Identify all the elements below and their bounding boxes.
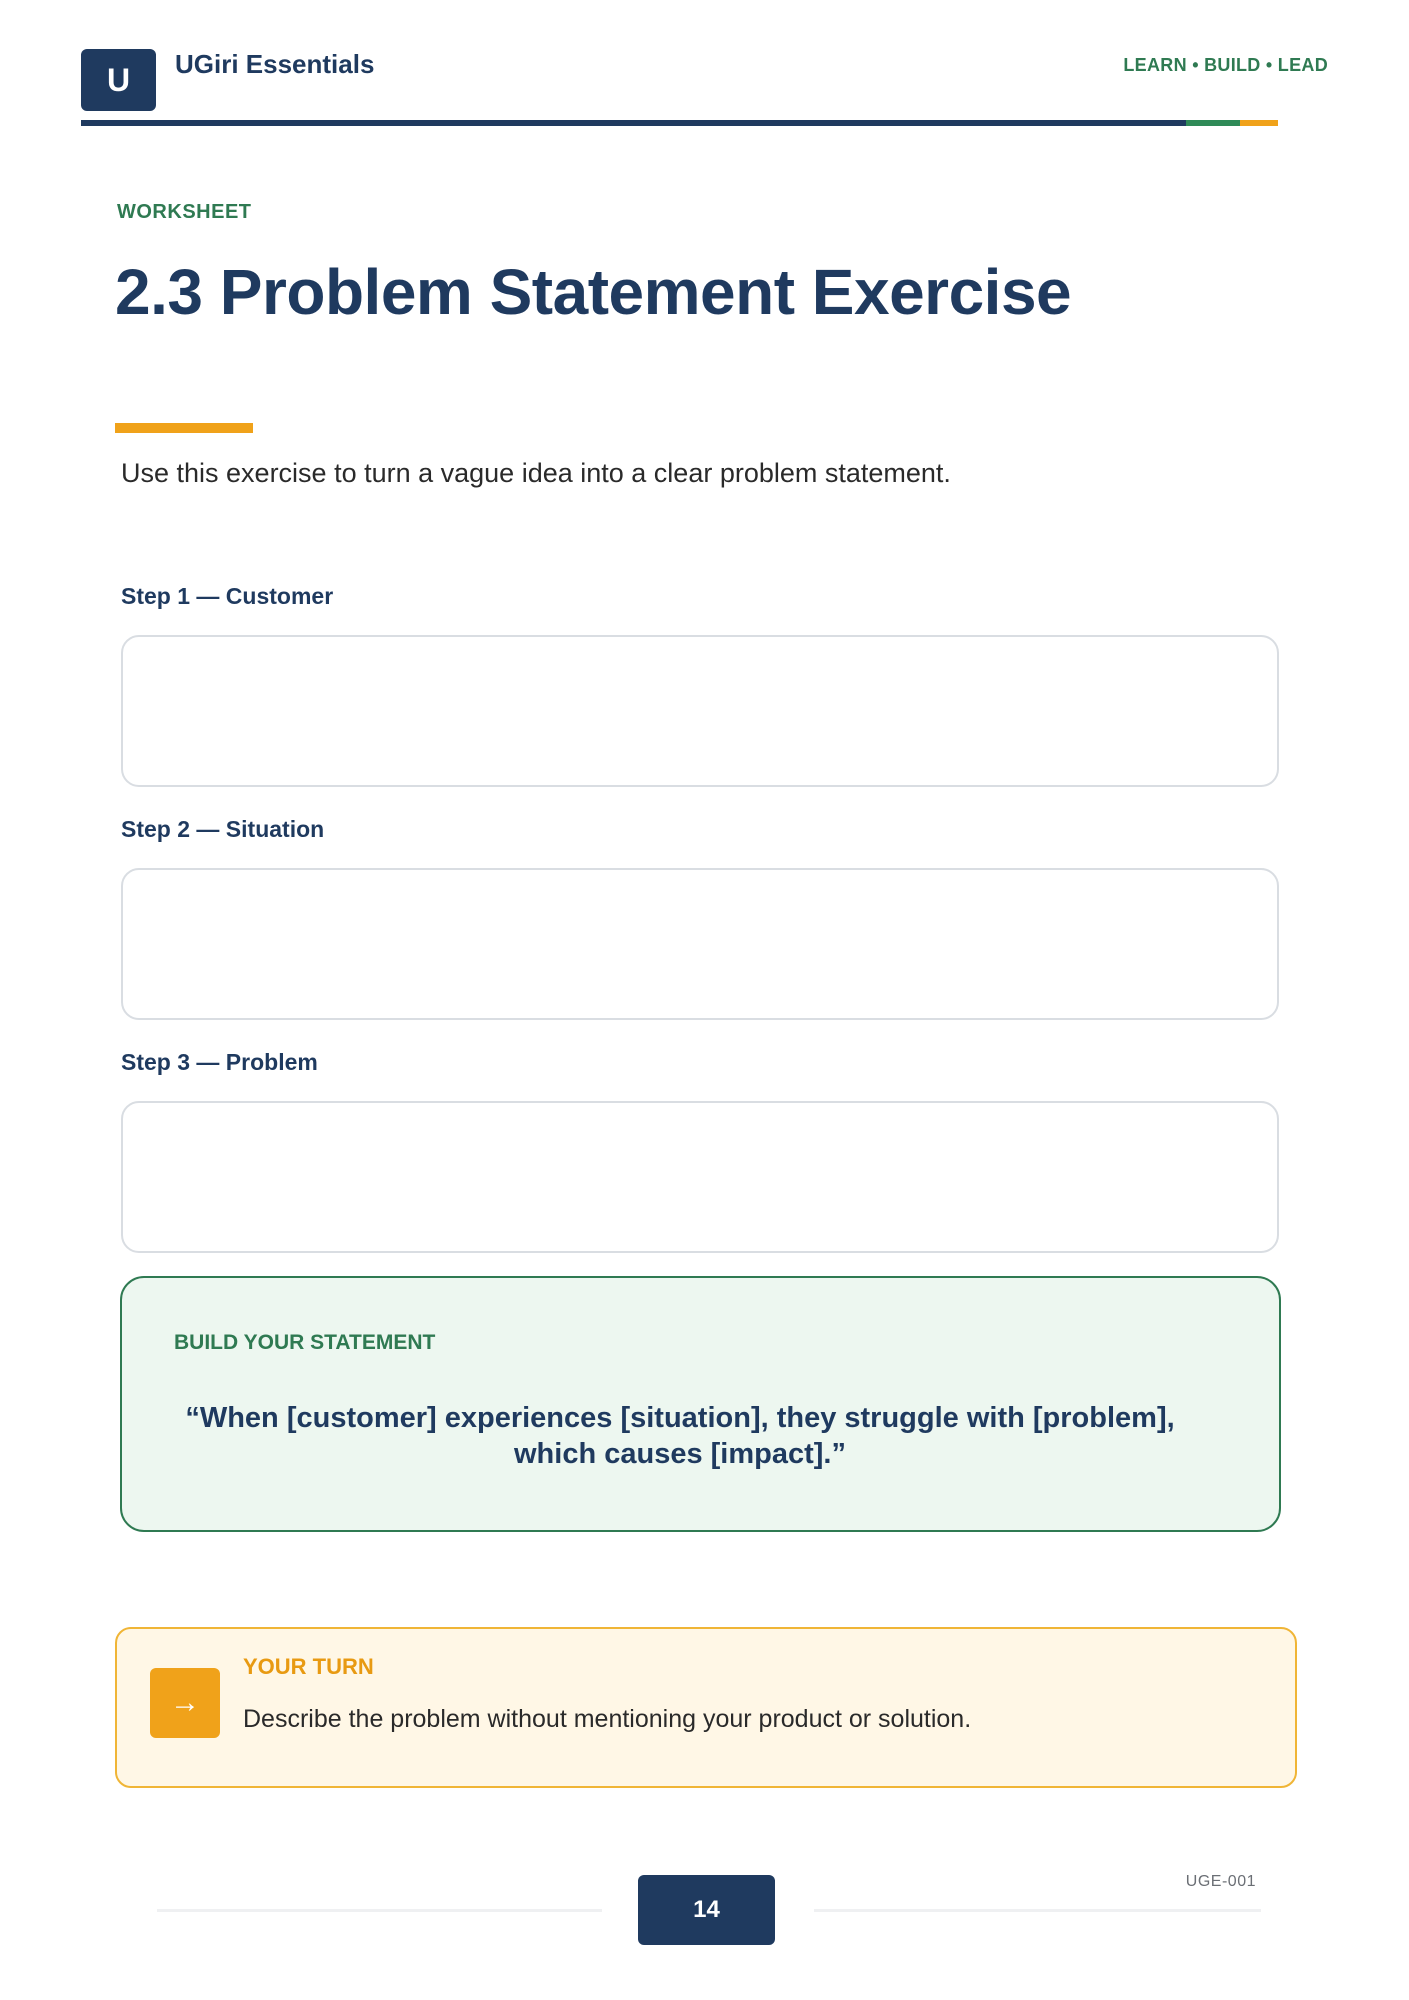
step-1-label: Step 1 — Customer (121, 583, 334, 609)
page-number (638, 1875, 775, 1945)
logo-letter: U (106, 61, 131, 98)
tagline: LEARN • BUILD • LEAD (1123, 55, 1328, 75)
footer-line-right (814, 1909, 1261, 1912)
step-2-answer-box[interactable] (121, 868, 1279, 1020)
arrow-right-icon: → (150, 1668, 220, 1738)
build-statement-label: BUILD YOUR STATEMENT (174, 1331, 436, 1354)
divider-segment-orange (1240, 120, 1278, 126)
step-3-label: Step 3 — Problem (121, 1049, 318, 1075)
page-number-value: 14 (693, 1896, 720, 1923)
step-2-label: Step 2 — Situation (121, 816, 325, 842)
logo (81, 49, 156, 111)
title-accent-bar (115, 423, 253, 433)
header-divider (81, 120, 1278, 126)
divider-segment-green (1186, 120, 1240, 126)
your-turn-text: Describe the problem without mentioning your product or solution. (243, 1705, 972, 1733)
footer-line-left (157, 1909, 602, 1912)
step-3-answer-box[interactable] (121, 1101, 1279, 1253)
document-code: UGE-001 (1185, 1873, 1256, 1890)
intro-text: Use this exercise to turn a vague idea into a clear problem statement. (121, 458, 951, 488)
step-1-answer-box[interactable] (121, 635, 1279, 787)
worksheet-eyebrow: WORKSHEET (117, 201, 252, 223)
your-turn-label: YOUR TURN (243, 1654, 374, 1679)
brand-name: UGiri Essentials (175, 49, 375, 79)
statement-template: “When [customer] experiences [situation], they struggle with [problem], which causes [impact].” (185, 1402, 1175, 1470)
page-title: 2.3 Problem Statement Exercise (115, 256, 1072, 328)
divider-segment-navy (81, 120, 1186, 126)
